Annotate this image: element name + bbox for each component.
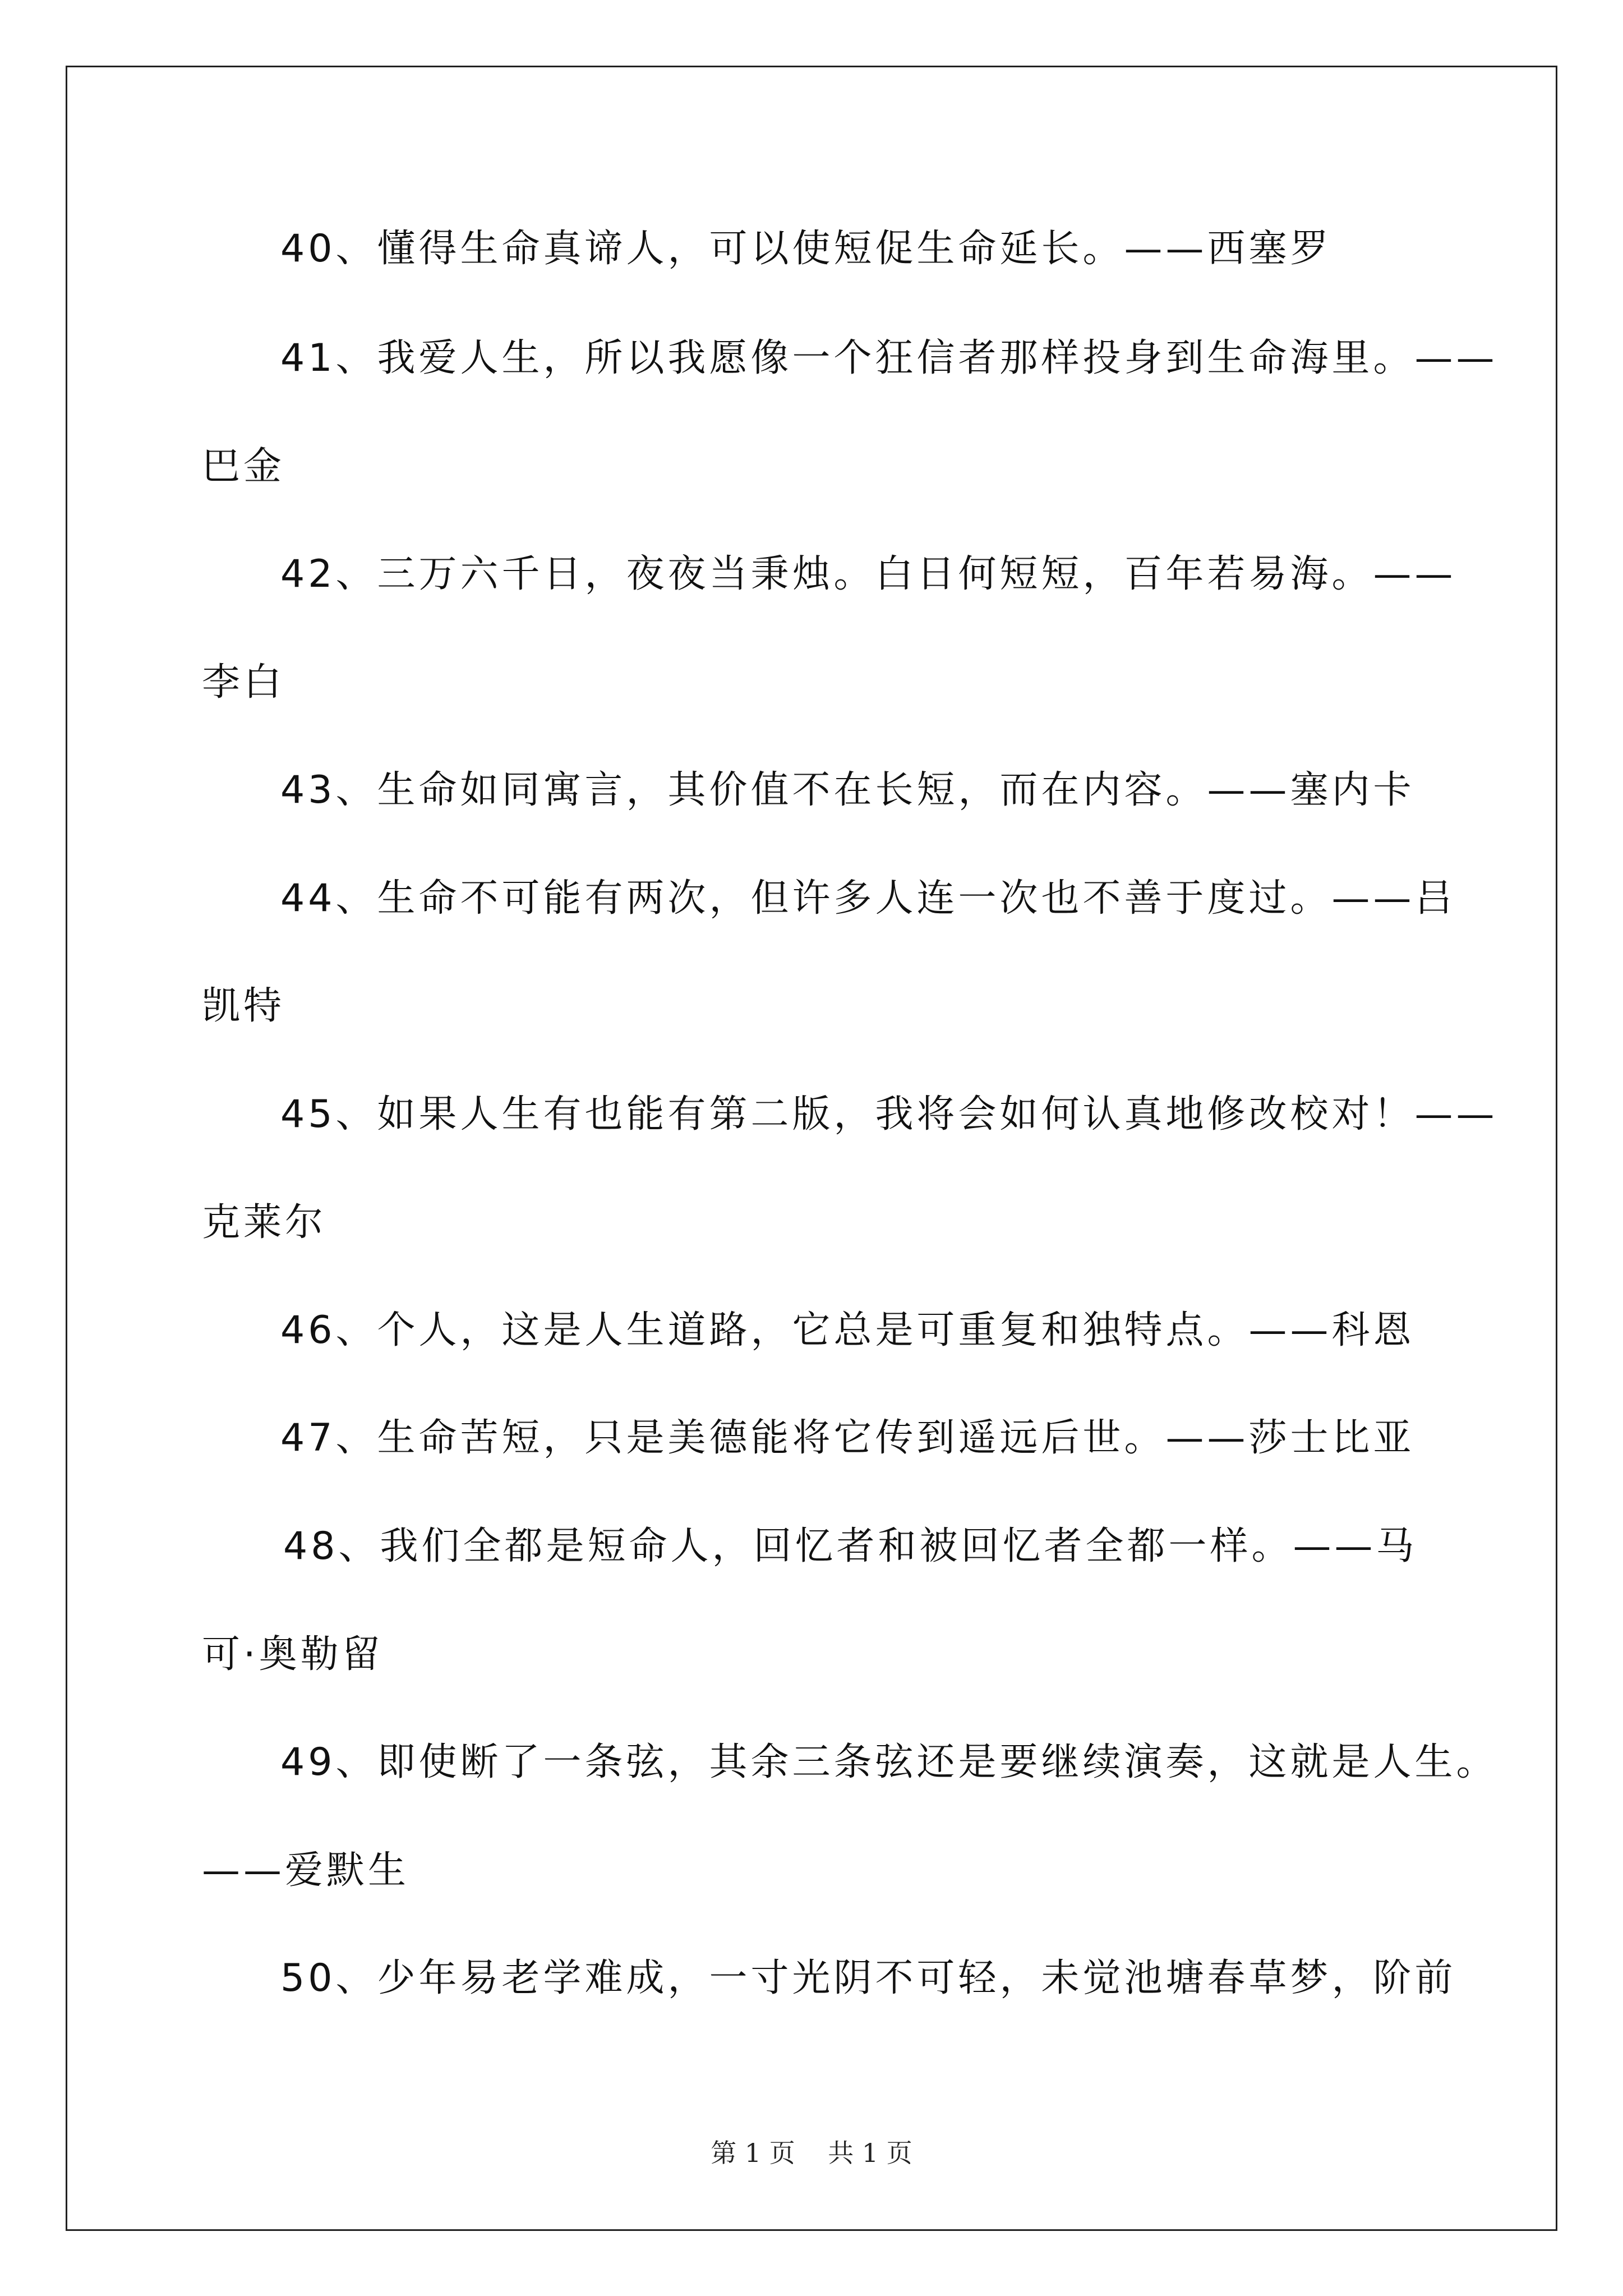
page-border [66,66,1557,2231]
quote-43: 43、生命如同寓言，其价值不在长短，而在内容。——塞内卡 [280,768,1415,812]
quote-41-author: 巴金 [202,444,285,489]
quote-40: 40、懂得生命真谛人，可以使短促生命延长。——西塞罗 [280,227,1332,271]
quote-49: 49、即使断了一条弦，其余三条弦还是要继续演奏，这就是人生。 [280,1740,1498,1784]
quote-49-author: ——爱默生 [202,1848,410,1893]
quote-46: 46、个人，这是人生道路，它总是可重复和独特点。——科恩 [280,1308,1415,1352]
quote-44-author: 凯特 [202,984,285,1028]
quote-47: 47、生命苦短，只是美德能将它传到遥远后世。——莎士比亚 [280,1416,1415,1460]
quote-48: 48、我们全都是短命人，回忆者和被回忆者全都一样。——马 [283,1524,1418,1568]
quote-45: 45、如果人生有也能有第二版，我将会如何认真地修改校对！—— [280,1092,1498,1137]
page-number-footer: 第 1 页 共 1 页 [711,2138,912,2168]
quote-44: 44、生命不可能有两次，但许多人连一次也不善于度过。——吕 [280,876,1456,921]
quote-41: 41、我爱人生，所以我愿像一个狂信者那样投身到生命海里。—— [280,336,1498,380]
quote-50: 50、少年易老学难成，一寸光阴不可轻，未觉池塘春草梦，阶前 [280,1956,1456,2000]
quote-42: 42、三万六千日，夜夜当秉烛。白日何短短，百年若易海。—— [280,552,1456,596]
quote-42-author: 李白 [202,660,285,705]
quote-45-author: 克莱尔 [202,1200,327,1245]
quote-48-author: 可·奥勒留 [202,1632,384,1677]
